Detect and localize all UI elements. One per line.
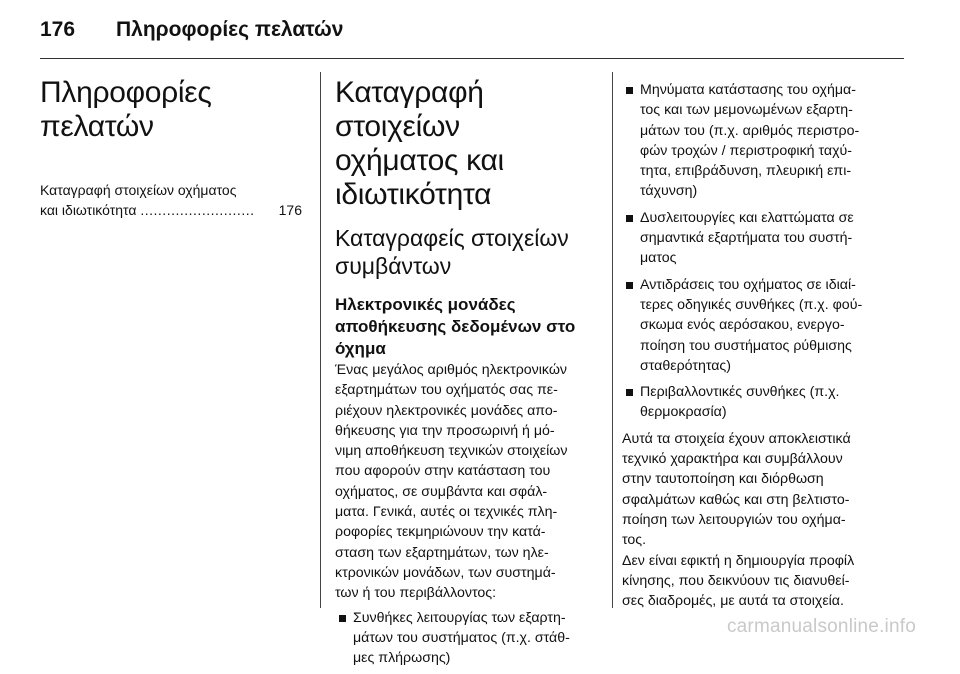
bullet-square-icon bbox=[626, 87, 633, 94]
watermark: carmanualsonline.info bbox=[726, 616, 916, 637]
column-divider-2 bbox=[612, 72, 613, 608]
list-item: Δυσλειτουργίες και ελαττώματα σε σημαντικά εξαρτήματα του συστή- ματος bbox=[622, 208, 906, 269]
section-title: Καταγραφή στοιχείων οχήματος και ιδιωτικότητα bbox=[335, 76, 504, 211]
bullet-square-icon bbox=[626, 282, 633, 289]
paragraph-no-profile: Δεν είναι εφικτή η δημιουργία προφίλ κίνησης, που δεικνύουν τις διανυθεί- σες διαδρομές, με αυτά τα στοιχεία. bbox=[622, 552, 855, 610]
column-right bbox=[622, 70, 906, 611]
bullet-square-icon bbox=[626, 389, 633, 396]
bullet-list bbox=[622, 80, 906, 423]
subsubsection-title: Ηλεκτρονικές μονάδες αποθήκευσης δεδομένων στο όχημα bbox=[335, 295, 576, 358]
toc-entry-line2: και ιδιωτικότητα bbox=[40, 202, 137, 218]
page-header bbox=[40, 12, 343, 48]
column-divider-1 bbox=[320, 72, 321, 608]
toc-page-number: 176 bbox=[278, 202, 302, 218]
bullet-list bbox=[335, 608, 603, 669]
page-number: 176 bbox=[40, 18, 76, 41]
column-middle bbox=[335, 70, 603, 674]
bullet-square-icon bbox=[626, 215, 633, 222]
paragraph-technical-nature: Αυτά τα στοιχεία έχουν αποκλειστικά τεχνικό χαρακτήρα και συμβάλλουν στην ταυτοποίηση και διόρθωση σφαλμάτων καθώς και στη βελτιστο- ποίηση των λειτουργιών του οχήμα- τος. bbox=[622, 430, 851, 549]
chapter-title: Πληροφορίες πελατών bbox=[40, 76, 212, 143]
intro-paragraph: Ένας μεγάλος αριθμός ηλεκτρονικών εξαρτημάτων του οχήματός σας πε- ριέχουν ηλεκτρονικές μονάδες απο- θήκευσης για την προσωρινή ή μό- νιμη αποθήκευση τεχνικών στοιχείων που αφορούν στην κατάσταση του οχήματος, σε συμβάντα και σφάλ- ματα. Γενικά, αυτές οι τεχνικές πλη- ροφορίες τεκμηριώνουν την κατά- σταση των εξαρτημάτων, των ηλε- κτρονικών μονάδων, των συστημά- των ή του περιβάλλοντος: bbox=[335, 362, 568, 602]
list-item: Περιβαλλοντικές συνθήκες (π.χ. θερμοκρασία) bbox=[622, 382, 906, 423]
table-of-contents bbox=[40, 180, 302, 220]
column-contents bbox=[40, 70, 302, 220]
list-item: Μηνύματα κατάστασης του οχήμα- τος και των μεμονωμένων εξαρτη- μάτων του (π.χ. αριθμός περιστρο- φών τροχών / περιστροφική ταχύ- τητα, επιβράδυνση, πλευρική επι- τάχυνση) bbox=[622, 80, 906, 202]
header-title: Πληροφορίες πελατών bbox=[116, 18, 344, 41]
list-item: Αντιδράσεις του οχήματος σε ιδιαί- τερες οδηγικές συνθήκες (π.χ. φού- σκωμα ενός αερόσακου, ενεργο- ποίηση του συστήματος ρύθμισης σταθερότητας) bbox=[622, 275, 906, 376]
subsection-title: Καταγραφείς στοιχείων συμβάντων bbox=[335, 225, 569, 279]
bullet-square-icon bbox=[339, 615, 346, 622]
list-item: Συνθήκες λειτουργίας των εξαρτη- μάτων του συστήματος (π.χ. στάθ- μες πλήρωσης) bbox=[335, 608, 603, 669]
toc-entry-line1: Καταγραφή στοιχείων οχήματος bbox=[40, 182, 237, 198]
toc-entry-link[interactable] bbox=[40, 200, 302, 220]
header-rule bbox=[40, 58, 904, 59]
toc-leader-dots: .......................... bbox=[140, 202, 255, 218]
